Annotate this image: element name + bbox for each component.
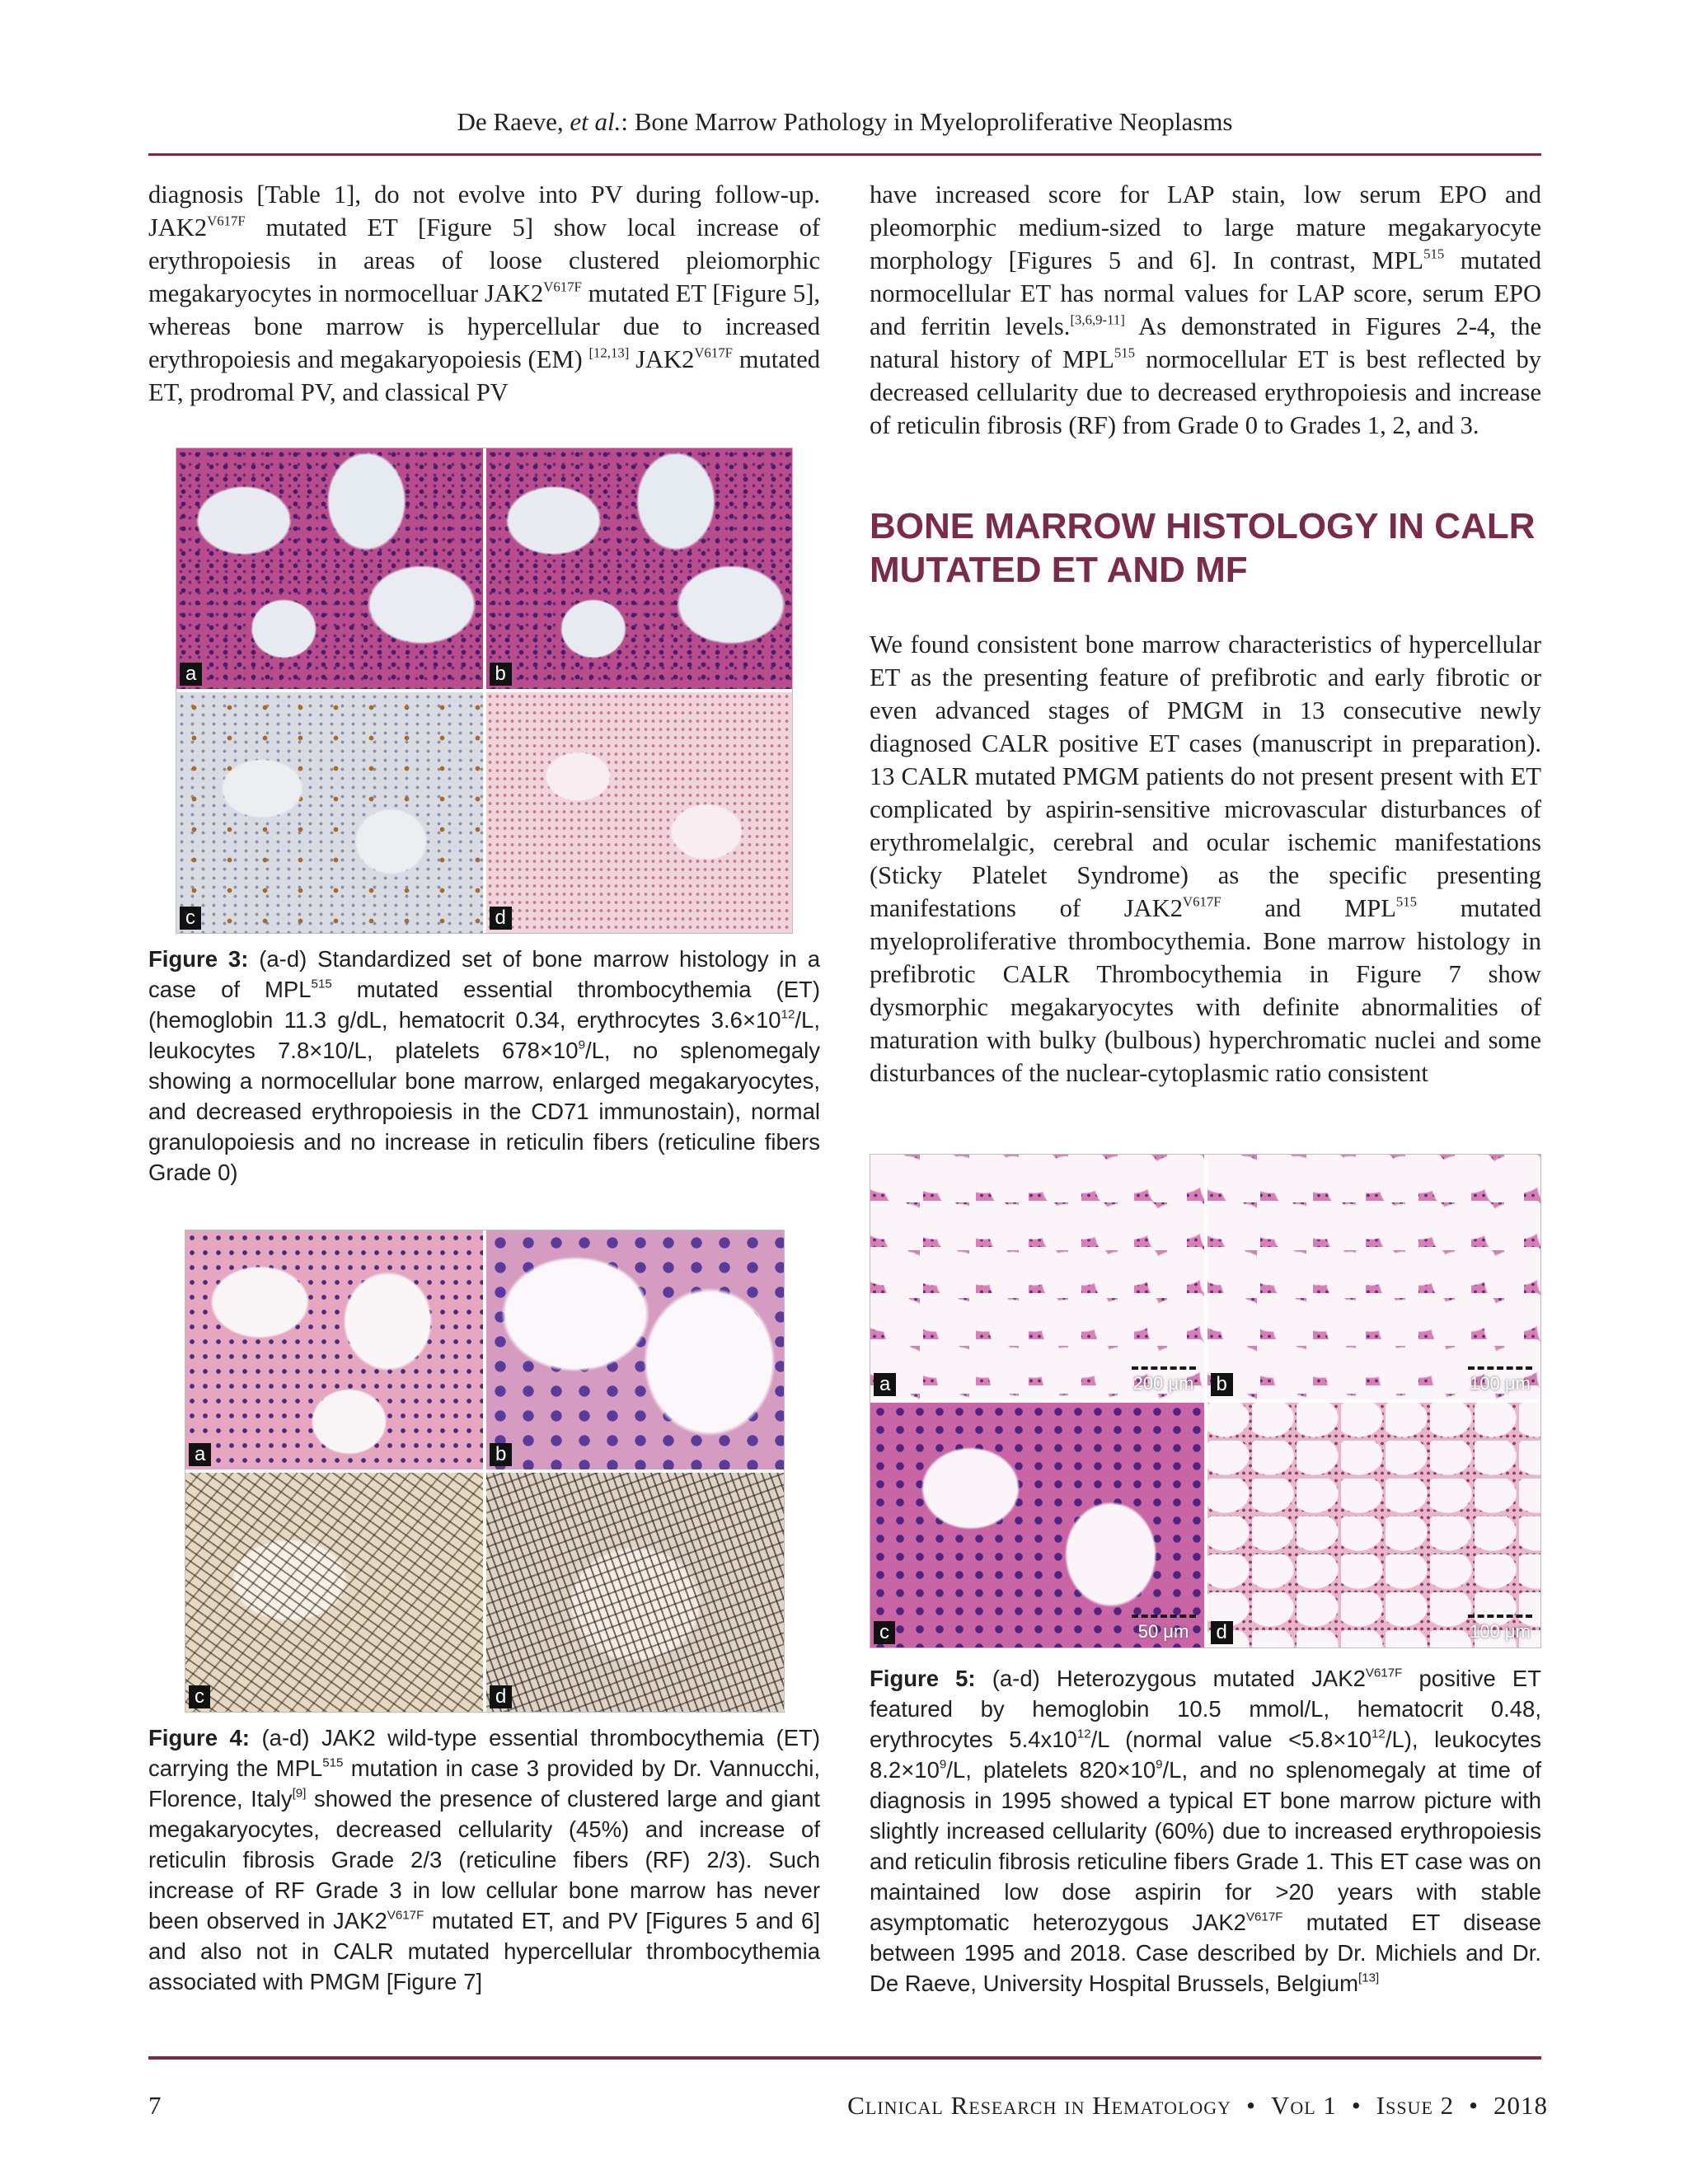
figure-4-caption: Figure 4: (a-d) JAK2 wild-type essential thrombocythemia (ET) carrying the MPL$^{515}$ mutation in case 3 provided by Dr. Vannucchi, Florence, Italy[9] showed the presence of clustered large and giant megakaryocytes, decreased cellularity (45%) and increase of reticulin fibrosis Grade 2/3 (reticuline fibers (RF) 2/3). Such increase of RF Grade 3 in low cellular bone marrow has never been observed in $JAK2^{V617F}$ mutated ET, and PV [Figures 5 and 6] and also not in CALR mutated hypercellular thrombocythemia associated with PMGM [Figure 7]	[148, 1725, 821, 1994]
figure-5-panel-c	[870, 1403, 1204, 1647]
running-head	[148, 107, 1541, 137]
page-number: 7	[148, 2091, 162, 2120]
right-paragraph-2: We found consistent bone marrow characteristics of hypercellular ET as the presenting feature of prefibrotic and early fibrotic or even advanced stages of PMGM in 13 consecutive newly diagnosed CALR positive ET cases (manuscript in preparation). 13 CALR mutated PMGM patients do not present present with ET complicated by aspirin-sensitive microvascular disturbances of erythromelalgic, cerebral and ocular ischemic manifestations (Sticky Platelet Syndrome) as the specific presenting manifestations of $JAK2^{V617F}$ and MPL$^{515}$ mutated myeloproliferative thrombocythemia. Bone marrow histology in prefibrotic CALR Thrombocythemia in Figure 7 show dysmorphic megakaryocytes with definite abnormalities of maturation with bulky (bulbous) hyperchromatic nuclei and some disturbances of the nuclear-cytoplasmic ratio consistent	[870, 630, 1541, 1087]
panel-label: b	[490, 1443, 512, 1466]
scale-bar: 50 μm	[1132, 1615, 1196, 1643]
journal-volume: Vol 1	[1270, 2091, 1337, 2120]
figure-5-panel-d	[1207, 1403, 1541, 1647]
left-paragraph-1: diagnosis [Table 1], do not evolve into PV during follow-up. $JAK2^{V617F}$ mutated ET [Figure 5] show local increase of erythropoiesis in areas of loose clustered pleiomorphic megakaryocytes in normocelluar $JAK2^{V617F}$ mutated ET [Figure 5], whereas bone marrow is hypercellular due to increased erythropoiesis and megakaryopoiesis (EM) [12,13] $JAK2^{V617F}$ mutated ET, prodromal PV, and classical PV	[148, 180, 820, 406]
figure-4-panel-d	[486, 1473, 784, 1712]
figure-3-image	[176, 448, 793, 934]
panel-label: c	[180, 907, 201, 930]
figure-4-image	[185, 1230, 785, 1713]
figure-5-panel-a	[870, 1155, 1204, 1399]
figure-5-image	[870, 1154, 1541, 1648]
panel-label: a	[189, 1443, 211, 1466]
section-heading: BONE MARROW HISTOLOGY IN CALR MUTATED ET AND MF	[870, 506, 1536, 590]
separator: •	[1351, 2091, 1362, 2120]
running-head-authors: De Raeve,	[457, 107, 570, 136]
figure-4-panel-c	[185, 1473, 483, 1712]
right-column-text-1	[870, 178, 1541, 442]
figure-3-panel-b	[486, 448, 793, 689]
panel-label: d	[490, 907, 512, 930]
panel-label: d	[490, 1685, 512, 1708]
running-head-etal: et al.	[570, 107, 621, 136]
footer-rule	[148, 2056, 1541, 2060]
scale-bar: 100 μm	[1468, 1615, 1532, 1643]
separator: •	[1469, 2091, 1479, 2120]
separator: •	[1246, 2091, 1256, 2120]
journal-name: Clinical Research in Hematology	[847, 2091, 1232, 2120]
panel-label: b	[1211, 1373, 1233, 1396]
figure-3-panel-c	[176, 692, 483, 933]
figure-3-panel-a	[176, 448, 483, 689]
figure-5-caption: Figure 5: (a-d) Heterozygous mutated $JAK2^{V617F}$ positive ET featured by hemoglobin 10.5 mmol/L, hematocrit 0.48, erythrocytes $5.4x10^{12}/L$ (normal value $<5.8\times 10^{12}/L$), leukocytes $8.2\times 10^9/L$, platelets $820\times 10^9/L$, and no splenomegaly at time of diagnosis in 1995 showed a typical ET bone marrow picture with slightly increased cellularity (60%) due to increased erythropoiesis and reticulin fibrosis reticuline fibers Grade 1. This ET case was on maintained low dose aspirin for >20 years with stable asymptomatic heterozygous $JAK2^{V617F}$ mutated ET disease between 1995 and 2018. Case described by Dr. Michiels and Dr. De Raeve, University Hospital Brussels, Belgium[13]	[870, 1666, 1542, 1996]
panel-label: b	[490, 663, 512, 686]
figure-3-panel-d	[486, 692, 793, 933]
journal-year: 2018	[1493, 2091, 1548, 2120]
panel-label: a	[874, 1373, 896, 1396]
figure-3-caption: Figure 3: (a-d) Standardized set of bone marrow histology in a case of MPL$^{515}$ mutated essential thrombocythemia (ET) (hemoglobin 11.3 g/dL, hematocrit 0.34, erythrocytes $3.6\times 10^{12}/L$, leukocytes 7.8×10/L, platelets $678\times 10^9/L$, no splenomegaly showing a normocellular bone marrow, enlarged megakaryocytes, and decreased erythropoiesis in the CD71 immunostain), normal granulopoiesis and no increase in reticulin fibers (reticuline fibers Grade 0)	[148, 946, 820, 1185]
panel-label: a	[180, 663, 202, 686]
figure-5-panel-b	[1207, 1155, 1541, 1399]
header-rule	[148, 153, 1541, 156]
panel-label: c	[189, 1685, 210, 1708]
panel-label: c	[874, 1621, 895, 1644]
scale-bar: 200 μm	[1132, 1366, 1196, 1394]
running-head-title: : Bone Marrow Pathology in Myeloproliferative Neoplasms	[621, 107, 1233, 136]
journal-issue: Issue 2	[1376, 2091, 1455, 2120]
right-paragraph-1: have increased score for LAP stain, low serum EPO and pleomorphic medium-sized to large mature megakaryocyte morphology [Figures 5 and 6]. In contrast, MPL$^{515}$ mutated normocellular ET has normal values for LAP score, serum EPO and ferritin levels.[3,6,9-11] As demonstrated in Figures 2-4, the natural history of MPL$^{515}$ normocellular ET is best reflected by decreased cellularity due to decreased erythropoiesis and increase of reticulin fibrosis (RF) from Grade 0 to Grades 1, 2, and 3.	[870, 180, 1542, 439]
scale-bar: 100 μm	[1468, 1366, 1532, 1394]
figure-4-panel-b	[486, 1230, 784, 1469]
right-column-text-2	[870, 628, 1541, 1090]
left-column-text	[148, 178, 820, 409]
journal-info	[847, 2091, 1548, 2121]
panel-label: d	[1211, 1621, 1233, 1644]
figure-4-panel-a	[185, 1230, 483, 1469]
